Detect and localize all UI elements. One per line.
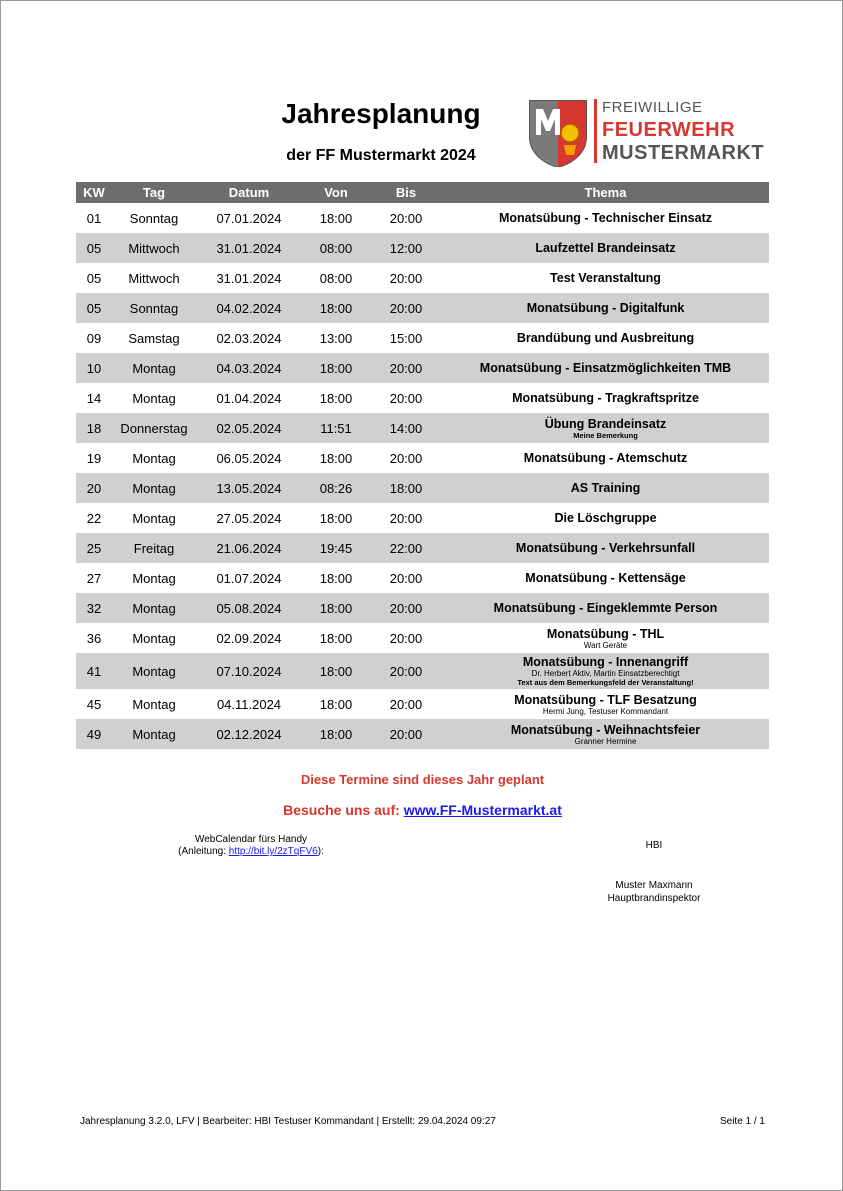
cell-kw: 05 <box>76 233 112 263</box>
cell-bis: 20:00 <box>389 570 423 586</box>
table-row <box>76 503 769 533</box>
thema-title: Monatsübung - TLF Besatzung <box>514 692 697 707</box>
cell-von: 18:00 <box>302 593 370 623</box>
cell-von: 08:00 <box>319 270 353 286</box>
cell-tag: Sonntag <box>129 210 179 226</box>
cell-bis: 18:00 <box>370 473 442 503</box>
cell-kw: 05 <box>86 270 102 286</box>
cell-datum: 07.01.2024 <box>216 210 282 226</box>
table-row <box>76 293 769 323</box>
cell-von: 08:00 <box>302 233 370 263</box>
cell-tag: Montag <box>112 593 196 623</box>
table-row <box>76 473 769 503</box>
table-row <box>76 689 769 719</box>
cell-bis: 20:00 <box>389 450 423 466</box>
cell-datum: 02.05.2024 <box>196 413 302 443</box>
signature-title: Hauptbrandinspektor <box>607 893 701 904</box>
cell-datum: 05.08.2024 <box>196 593 302 623</box>
schedule-table <box>76 182 769 749</box>
table-row <box>76 263 769 293</box>
cell-von: 18:00 <box>319 450 353 466</box>
webcalendar-instructions <box>151 846 351 858</box>
webcalendar-suffix: ): <box>317 846 324 857</box>
cell-kw: 05 <box>76 293 112 323</box>
cell-kw: 18 <box>76 413 112 443</box>
cell-kw: 25 <box>76 533 112 563</box>
cell-datum: 13.05.2024 <box>196 473 302 503</box>
cell-kw: 20 <box>76 473 112 503</box>
cell-thema <box>442 593 769 623</box>
cell-datum: 31.01.2024 <box>216 270 282 286</box>
cell-bis: 20:00 <box>389 630 423 646</box>
cell-von: 18:00 <box>319 390 353 406</box>
table-row <box>76 323 769 353</box>
cell-kw: 32 <box>76 593 112 623</box>
cell-thema <box>442 233 769 263</box>
table-row <box>76 593 769 623</box>
cell-von: 18:00 <box>319 630 353 646</box>
cell-thema <box>442 353 769 383</box>
cell-kw: 36 <box>86 630 102 646</box>
thema-participants: Dr. Herbert Aktiv, Martin Einsatzberechtigt <box>531 669 680 678</box>
thema-title: Übung Brandeinsatz <box>544 416 667 431</box>
cell-kw: 49 <box>76 719 112 749</box>
cell-tag: Mittwoch <box>128 270 180 286</box>
page-subtitle: der FF Mustermarkt 2024 <box>286 147 476 164</box>
visit-prefix: Besuche uns auf: <box>283 802 404 818</box>
cell-von: 18:00 <box>302 293 370 323</box>
cell-bis: 12:00 <box>370 233 442 263</box>
cell-kw: 41 <box>76 653 112 689</box>
cell-tag: Mittwoch <box>112 233 196 263</box>
cell-von: 11:51 <box>302 413 370 443</box>
cell-thema <box>442 293 769 323</box>
cell-bis: 20:00 <box>389 270 423 286</box>
cell-von: 19:45 <box>302 533 370 563</box>
cell-datum: 27.05.2024 <box>216 510 282 526</box>
cell-bis: 20:00 <box>370 353 442 383</box>
cell-tag: Montag <box>132 570 176 586</box>
cell-bis: 20:00 <box>370 293 442 323</box>
cell-bis: 20:00 <box>389 696 423 712</box>
table-row <box>76 533 769 563</box>
fire-brigade-logo <box>528 99 768 169</box>
cell-von: 18:00 <box>319 210 353 226</box>
signature-rank: HBI <box>645 840 663 851</box>
cell-thema <box>442 203 769 233</box>
cell-datum: 31.01.2024 <box>196 233 302 263</box>
webcalendar-link[interactable]: http://bit.ly/2zTqFV6 <box>228 846 318 857</box>
cell-bis: 22:00 <box>370 533 442 563</box>
column-header-von: Von <box>302 182 370 203</box>
cell-datum: 01.07.2024 <box>216 570 282 586</box>
table-row <box>76 653 769 689</box>
thema-title: Monatsübung - Digitalfunk <box>526 301 685 315</box>
cell-von: 18:00 <box>302 353 370 383</box>
page-number: Seite 1 / 1 <box>719 1116 765 1127</box>
cell-kw: 22 <box>86 510 102 526</box>
cell-bis: 20:00 <box>370 593 442 623</box>
cell-von: 18:00 <box>302 653 370 689</box>
cell-von: 08:26 <box>302 473 370 503</box>
cell-datum: 07.10.2024 <box>196 653 302 689</box>
cell-tag: Montag <box>132 390 176 406</box>
cell-thema <box>442 719 769 749</box>
signature-block <box>581 879 727 905</box>
table-row <box>76 623 769 653</box>
planned-notice: Diese Termine sind dieses Jahr geplant <box>300 772 545 787</box>
page-title: Jahresplanung <box>281 98 481 129</box>
thema-participants: Granner Hermine <box>574 736 637 746</box>
table-row <box>76 719 769 749</box>
cell-kw: 14 <box>86 390 102 406</box>
cell-thema <box>442 653 769 689</box>
cell-tag: Montag <box>132 510 176 526</box>
thema-title: Die Löschgruppe <box>554 511 657 525</box>
cell-thema <box>442 623 769 653</box>
table-row <box>76 443 769 473</box>
cell-bis: 20:00 <box>370 719 442 749</box>
table-row <box>76 413 769 443</box>
thema-title: Monatsübung - Innenangriff <box>522 655 689 669</box>
webcalendar-prefix: (Anleitung: <box>178 846 229 857</box>
cell-thema <box>442 563 769 593</box>
table-row <box>76 383 769 413</box>
thema-title: Monatsübung - Atemschutz <box>523 451 688 465</box>
logo-text-line3: MUSTERMARKT <box>602 142 765 164</box>
cell-tag: Freitag <box>112 533 196 563</box>
logo-text-line1: FREIWILLIGE <box>602 99 703 116</box>
thema-title: Test Veranstaltung <box>550 271 661 285</box>
thema-title: Brandübung und Ausbreitung <box>516 331 695 345</box>
cell-bis: 20:00 <box>389 510 423 526</box>
visit-notice <box>76 802 769 818</box>
cell-tag: Montag <box>132 630 176 646</box>
cell-bis: 20:00 <box>370 653 442 689</box>
cell-datum: 01.04.2024 <box>216 390 282 406</box>
column-header-thema: Thema <box>442 182 769 203</box>
footer-text: Jahresplanung 3.2.0, LFV | Bearbeiter: HBI Testuser Kommandant | Erstellt: 29.04.2024 09:27 <box>80 1116 496 1127</box>
cell-thema <box>442 689 769 719</box>
thema-title: Monatsübung - Kettensäge <box>525 571 686 585</box>
coat-of-arms-icon <box>528 99 588 167</box>
logo-divider <box>594 99 597 163</box>
cell-kw: 01 <box>86 210 102 226</box>
thema-title: Monatsübung - Tragkraftspritze <box>512 391 699 405</box>
cell-thema <box>442 503 769 533</box>
cell-thema <box>442 413 769 443</box>
cell-von: 18:00 <box>302 719 370 749</box>
table-row <box>76 233 769 263</box>
signature-name: Muster Maxmann <box>615 880 693 891</box>
website-link[interactable]: www.FF-Mustermarkt.at <box>403 802 562 818</box>
cell-datum: 02.03.2024 <box>216 330 282 346</box>
cell-thema <box>442 323 769 353</box>
thema-title: Monatsübung - Technischer Einsatz <box>499 211 712 225</box>
cell-datum: 04.11.2024 <box>216 696 282 712</box>
cell-tag: Montag <box>112 353 196 383</box>
cell-tag: Montag <box>112 473 196 503</box>
thema-title: Monatsübung - THL <box>546 626 665 641</box>
cell-kw: 09 <box>86 330 102 346</box>
thema-participants: Wart Geräte <box>583 640 628 650</box>
webcalendar-info <box>151 834 351 858</box>
cell-datum: 21.06.2024 <box>196 533 302 563</box>
cell-tag: Donnerstag <box>112 413 196 443</box>
cell-datum: 02.09.2024 <box>216 630 282 646</box>
thema-title: Laufzettel Brandeinsatz <box>535 241 676 255</box>
cell-von: 18:00 <box>319 696 353 712</box>
cell-bis: 15:00 <box>389 330 423 346</box>
column-header-tag: Tag <box>112 182 196 203</box>
cell-tag: Montag <box>112 653 196 689</box>
cell-kw: 27 <box>86 570 102 586</box>
table-row <box>76 563 769 593</box>
cell-tag: Montag <box>132 696 176 712</box>
cell-von: 13:00 <box>319 330 353 346</box>
cell-bis: 20:00 <box>389 210 423 226</box>
table-header-row <box>76 182 769 203</box>
cell-von: 18:00 <box>319 510 353 526</box>
logo-text-line2: FEUERWEHR <box>602 119 736 141</box>
table-row <box>76 353 769 383</box>
thema-remark: Text aus dem Bemerkungsfeld der Veranstaltung! <box>517 678 694 687</box>
column-header-datum: Datum <box>196 182 302 203</box>
cell-thema <box>442 473 769 503</box>
cell-kw: 19 <box>86 450 102 466</box>
cell-kw: 45 <box>86 696 102 712</box>
cell-kw: 10 <box>76 353 112 383</box>
thema-title: Monatsübung - Weihnachtsfeier <box>510 722 701 737</box>
thema-participants: Hermi Jung, Testuser Kommandant <box>542 706 669 716</box>
cell-tag: Sonntag <box>112 293 196 323</box>
cell-datum: 02.12.2024 <box>196 719 302 749</box>
cell-thema <box>442 533 769 563</box>
cell-thema <box>442 383 769 413</box>
thema-remark: Meine Bemerkung <box>573 430 638 440</box>
cell-tag: Samstag <box>128 330 180 346</box>
column-header-kw: KW <box>76 182 112 203</box>
cell-bis: 20:00 <box>389 390 423 406</box>
thema-title: Monatsübung - Verkehrsunfall <box>515 541 696 555</box>
cell-thema <box>442 443 769 473</box>
cell-tag: Montag <box>132 450 176 466</box>
cell-datum: 06.05.2024 <box>216 450 282 466</box>
cell-bis: 14:00 <box>370 413 442 443</box>
table-row <box>76 203 769 233</box>
cell-datum: 04.03.2024 <box>196 353 302 383</box>
cell-von: 18:00 <box>319 570 353 586</box>
thema-title: Monatsübung - Eingeklemmte Person <box>493 601 718 615</box>
thema-title: Monatsübung - Einsatzmöglichkeiten TMB <box>479 361 732 375</box>
thema-title: AS Training <box>570 481 641 495</box>
webcalendar-label: WebCalendar fürs Handy <box>194 834 308 845</box>
column-header-bis: Bis <box>370 182 442 203</box>
cell-tag: Montag <box>112 719 196 749</box>
cell-datum: 04.02.2024 <box>196 293 302 323</box>
cell-thema <box>442 263 769 293</box>
